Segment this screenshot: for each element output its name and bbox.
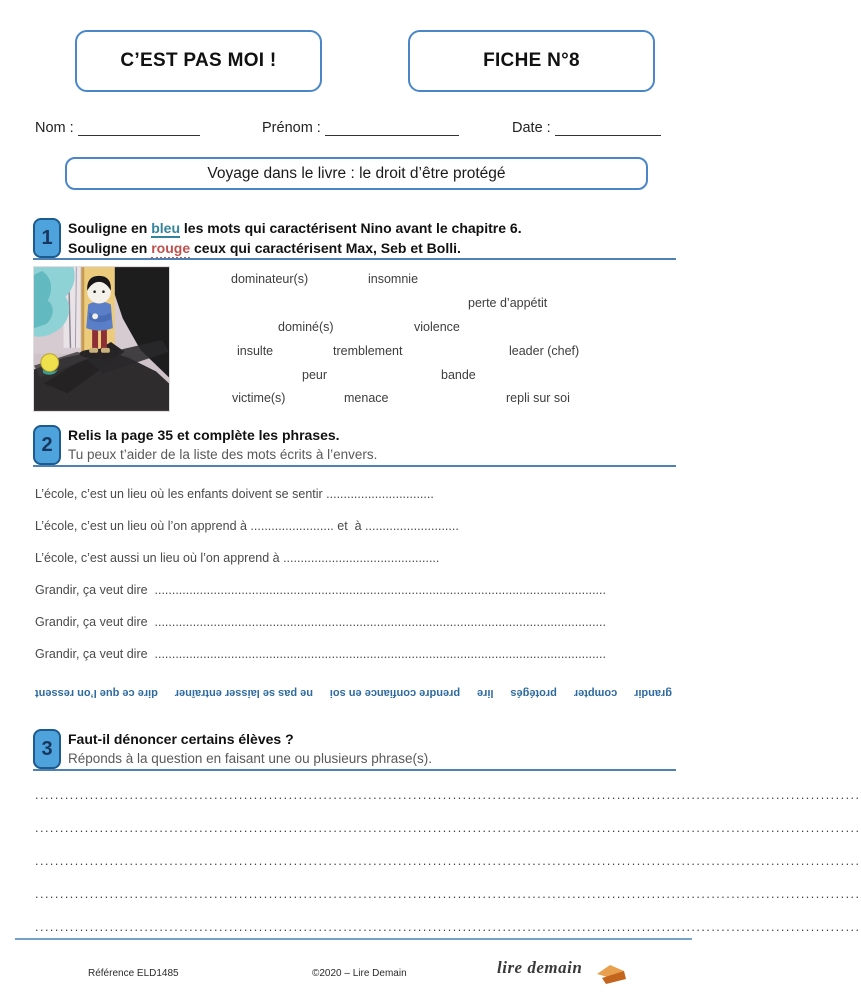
firstname-field-group [262,120,459,136]
word-insulte: insulte [237,344,274,358]
reversed-word: grandir [634,687,672,699]
answer-line[interactable]: ...................................................................................................................................................................... [35,887,861,901]
lesson-title: Voyage dans le livre : le droit d’être protégé [207,164,506,182]
firstname-label: Prénom : [262,120,321,136]
word-menace: menace [344,391,389,405]
instruction1-suffix: les mots qui caractérisent Nino avant le chapitre 6. [180,220,522,236]
book-title: C’EST PAS MOI ! [120,50,277,71]
reversed-word: lire [476,687,494,699]
reversed-word: compter [573,687,618,699]
publisher-logo-text: lire demain [497,958,583,977]
firstname-blank-line[interactable] [325,120,459,136]
word-bande: bande [441,368,476,382]
fill-in-sentence[interactable]: Grandir, ça veut dire .................................................................................................................................. [35,647,606,661]
exercise3-hint: Réponds à la question en faisant une ou plusieurs phrase(s). [68,751,432,766]
instruction2-prefix: Souligne en [68,240,152,256]
fill-in-sentence[interactable]: Grandir, ça veut dire .................................................................................................................................. [35,583,606,597]
word-violence: violence [414,320,460,334]
name-blank-line[interactable] [78,120,200,136]
reversed-word: protégés [510,687,557,699]
exercise1-number: 1 [41,226,53,249]
word-bank [175,266,680,414]
exercise3-instruction: Faut-il dénoncer certains élèves ? [68,731,294,747]
answer-line[interactable]: ...................................................................................................................................................................... [35,788,861,802]
instruction2-rouge-word: rouge [151,240,190,259]
name-field-group [35,120,200,136]
exercise3-badge [33,729,61,769]
fill-in-sentence[interactable]: L’école, c’est aussi un lieu où l’on apprend à ............................................. [35,551,440,565]
exercise1-separator [33,258,676,260]
sheet-number-box [408,30,655,92]
exercise3-separator [33,769,676,771]
open-book-icon [594,962,628,986]
instruction2-suffix: ceux qui caractérisent Max, Seb et Bolli. [190,240,461,256]
date-blank-line[interactable] [555,120,661,136]
word-leader-chef: leader (chef) [509,344,580,358]
exercise2-hint: Tu peux t’aider de la liste des mots écrits à l’envers. [68,447,378,462]
fill-in-sentence[interactable]: Grandir, ça veut dire .................................................................................................................................. [35,615,606,629]
exercise2-number: 2 [41,433,53,456]
fill-in-sentence[interactable]: L’école, c’est un lieu où les enfants doivent se sentir ............................... [35,487,434,501]
reversed-word: ne pas se laisser entraîner [174,687,313,699]
instruction1-bleu-word: bleu [151,220,181,236]
word-peur: peur [302,368,328,382]
exercise2-separator [33,465,676,467]
book-title-box [75,30,322,92]
answer-line[interactable]: ...................................................................................................................................................................... [35,821,861,835]
answer-line[interactable]: ...................................................................................................................................................................... [35,854,861,868]
lesson-title-box [65,157,648,190]
footer-copyright: ©2020 – Lire Demain [312,968,407,979]
exercise2-instruction: Relis la page 35 et complète les phrases. [68,427,340,443]
word-dominateurs: dominateur(s) [231,272,309,286]
reversed-word-list [35,684,672,702]
footer-divider [15,938,692,940]
answer-line[interactable]: ...................................................................................................................................................................... [35,920,861,934]
footer-reference: Référence ELD1485 [88,968,179,979]
exercise1-instruction-line1 [68,220,522,236]
boy-in-shadow-illustration [33,266,170,412]
exercise2-badge [33,425,61,465]
exercise1-instruction-line2 [68,240,461,256]
date-label: Date : [512,120,551,136]
name-label: Nom : [35,120,74,136]
word-perte-appetit: perte d’appétit [468,296,548,310]
date-field-group [512,120,661,136]
reversed-word: prendre confiance en soi [329,687,461,699]
word-insomnie: insomnie [368,272,419,286]
word-domines: dominé(s) [278,320,334,334]
exercise1-badge [33,218,61,258]
reversed-word: dire ce que l’on ressent [35,687,158,699]
word-tremblement: tremblement [333,344,403,358]
exercise3-number: 3 [41,737,53,760]
instruction1-prefix: Souligne en [68,220,152,236]
sheet-number: FICHE N°8 [483,50,580,71]
word-repli-sur-soi: repli sur soi [506,391,570,405]
word-victimes: victime(s) [232,391,286,405]
fill-in-sentence[interactable]: L’école, c’est un lieu où l’on apprend à ........................ et à ........................... [35,519,459,533]
